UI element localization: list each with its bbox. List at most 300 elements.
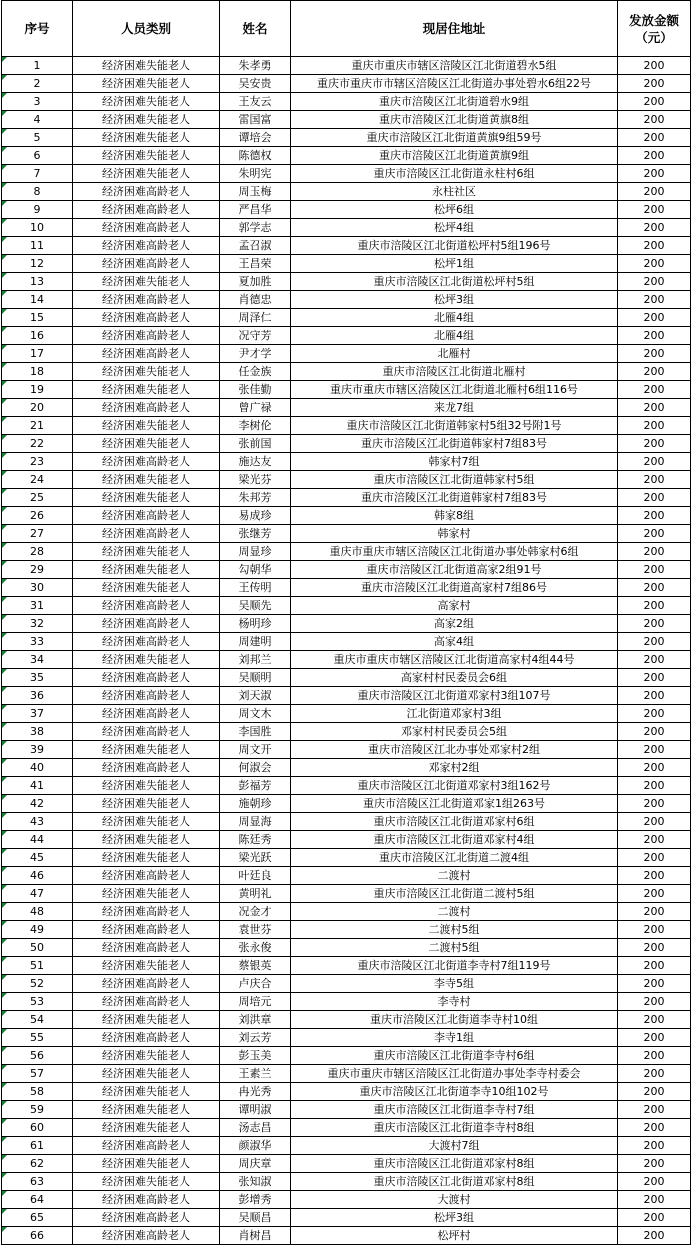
table-row xyxy=(2,579,691,597)
amount-cell: 200 xyxy=(618,1101,691,1119)
address-cell: 重庆市涪陵区江北街道李寺村7组119号 xyxy=(291,957,618,975)
name-cell: 周显珍 xyxy=(220,543,291,561)
table-row xyxy=(2,1047,691,1065)
category-cell: 经济困难高龄老人 xyxy=(73,1209,220,1227)
serial-number-cell: 6 xyxy=(2,147,73,165)
address-cell: 李寺村 xyxy=(291,993,618,1011)
serial-number-cell: 7 xyxy=(2,165,73,183)
category-cell: 经济困难高龄老人 xyxy=(73,903,220,921)
address-cell: 重庆市涪陵区江北街道邓家1组263号 xyxy=(291,795,618,813)
amount-cell: 200 xyxy=(618,903,691,921)
address-cell: 松坪3组 xyxy=(291,291,618,309)
category-cell: 经济困难高龄老人 xyxy=(73,939,220,957)
name-cell: 谭培会 xyxy=(220,129,291,147)
name-cell: 李树伦 xyxy=(220,417,291,435)
address-cell: 重庆市涪陵区江北街道永柱村6组 xyxy=(291,165,618,183)
table-row xyxy=(2,849,691,867)
amount-cell: 200 xyxy=(618,741,691,759)
amount-cell: 200 xyxy=(618,147,691,165)
address-cell: 松坪村 xyxy=(291,1227,618,1245)
name-cell: 朱孝勇 xyxy=(220,57,291,75)
address-cell: 重庆市重庆市辖区涪陵区江北街道碧水5组 xyxy=(291,57,618,75)
category-cell: 经济困难高龄老人 xyxy=(73,309,220,327)
address-cell: 重庆市涪陵区江北街道邓家村8组 xyxy=(291,1173,618,1191)
name-cell: 尹才学 xyxy=(220,345,291,363)
category-cell: 经济困难失能老人 xyxy=(73,381,220,399)
address-cell: 重庆市涪陵区江北街道韩家村7组83号 xyxy=(291,435,618,453)
serial-number-cell: 65 xyxy=(2,1209,73,1227)
amount-cell: 200 xyxy=(618,813,691,831)
header-address: 现居住地址 xyxy=(291,1,618,57)
name-cell: 颜淑华 xyxy=(220,1137,291,1155)
address-cell: 重庆市涪陵区江北街道二渡村5组 xyxy=(291,885,618,903)
category-cell: 经济困难失能老人 xyxy=(73,1155,220,1173)
category-cell: 经济困难高龄老人 xyxy=(73,633,220,651)
name-cell: 况金才 xyxy=(220,903,291,921)
table-row xyxy=(2,543,691,561)
amount-cell: 200 xyxy=(618,633,691,651)
address-cell: 重庆市涪陵区江北街道黄旗8组 xyxy=(291,111,618,129)
name-cell: 张永俊 xyxy=(220,939,291,957)
serial-number-cell: 9 xyxy=(2,201,73,219)
name-cell: 黄明礼 xyxy=(220,885,291,903)
amount-cell: 200 xyxy=(618,561,691,579)
category-cell: 经济困难高龄老人 xyxy=(73,597,220,615)
name-cell: 吴顺明 xyxy=(220,669,291,687)
address-cell: 重庆市涪陵区江北街道松坪村5组 xyxy=(291,273,618,291)
name-cell: 严昌华 xyxy=(220,201,291,219)
serial-number-cell: 8 xyxy=(2,183,73,201)
table-body xyxy=(2,57,691,1245)
name-cell: 朱邦芳 xyxy=(220,489,291,507)
category-cell: 经济困难失能老人 xyxy=(73,93,220,111)
category-cell: 经济困难失能老人 xyxy=(73,417,220,435)
serial-number-cell: 48 xyxy=(2,903,73,921)
serial-number-cell: 47 xyxy=(2,885,73,903)
table-row xyxy=(2,597,691,615)
name-cell: 袁世芬 xyxy=(220,921,291,939)
table-row xyxy=(2,831,691,849)
category-cell: 经济困难失能老人 xyxy=(73,741,220,759)
name-cell: 夏加胜 xyxy=(220,273,291,291)
amount-cell: 200 xyxy=(618,687,691,705)
serial-number-cell: 20 xyxy=(2,399,73,417)
name-cell: 朱明宪 xyxy=(220,165,291,183)
amount-cell: 200 xyxy=(618,1173,691,1191)
name-cell: 吴顺先 xyxy=(220,597,291,615)
name-cell: 冉光秀 xyxy=(220,1083,291,1101)
table-row xyxy=(2,651,691,669)
amount-cell: 200 xyxy=(618,525,691,543)
name-cell: 周显海 xyxy=(220,813,291,831)
table-row xyxy=(2,471,691,489)
name-cell: 勾朝华 xyxy=(220,561,291,579)
name-cell: 肖树昌 xyxy=(220,1227,291,1245)
serial-number-cell: 21 xyxy=(2,417,73,435)
name-cell: 周泽仁 xyxy=(220,309,291,327)
table-row xyxy=(2,507,691,525)
category-cell: 经济困难高龄老人 xyxy=(73,201,220,219)
amount-cell: 200 xyxy=(618,381,691,399)
amount-cell: 200 xyxy=(618,165,691,183)
name-cell: 叶廷良 xyxy=(220,867,291,885)
serial-number-cell: 22 xyxy=(2,435,73,453)
amount-cell: 200 xyxy=(618,1047,691,1065)
category-cell: 经济困难失能老人 xyxy=(73,849,220,867)
table-row xyxy=(2,1173,691,1191)
address-cell: 重庆市涪陵区江北街道碧水9组 xyxy=(291,93,618,111)
category-cell: 经济困难高龄老人 xyxy=(73,975,220,993)
category-cell: 经济困难高龄老人 xyxy=(73,453,220,471)
table-row xyxy=(2,1065,691,1083)
table-row xyxy=(2,327,691,345)
table-row xyxy=(2,57,691,75)
table-row xyxy=(2,975,691,993)
table-row xyxy=(2,867,691,885)
amount-cell: 200 xyxy=(618,183,691,201)
category-cell: 经济困难高龄老人 xyxy=(73,1191,220,1209)
amount-cell: 200 xyxy=(618,669,691,687)
name-cell: 肖德忠 xyxy=(220,291,291,309)
amount-cell: 200 xyxy=(618,75,691,93)
name-cell: 周文开 xyxy=(220,741,291,759)
table-row xyxy=(2,381,691,399)
address-cell: 重庆市涪陵区江北街道邓家村8组 xyxy=(291,1155,618,1173)
amount-cell: 200 xyxy=(618,345,691,363)
amount-cell: 200 xyxy=(618,435,691,453)
name-cell: 曾广禄 xyxy=(220,399,291,417)
table-row xyxy=(2,957,691,975)
name-cell: 李国胜 xyxy=(220,723,291,741)
category-cell: 经济困难高龄老人 xyxy=(73,507,220,525)
address-cell: 韩家村 xyxy=(291,525,618,543)
serial-number-cell: 37 xyxy=(2,705,73,723)
address-cell: 二渡村5组 xyxy=(291,939,618,957)
table-row xyxy=(2,93,691,111)
table-row xyxy=(2,147,691,165)
name-cell: 易成珍 xyxy=(220,507,291,525)
amount-cell: 200 xyxy=(618,579,691,597)
serial-number-cell: 27 xyxy=(2,525,73,543)
table-row xyxy=(2,489,691,507)
name-cell: 周庆章 xyxy=(220,1155,291,1173)
amount-cell: 200 xyxy=(618,1191,691,1209)
serial-number-cell: 19 xyxy=(2,381,73,399)
name-cell: 彭玉美 xyxy=(220,1047,291,1065)
table-row xyxy=(2,903,691,921)
name-cell: 陈德权 xyxy=(220,147,291,165)
serial-number-cell: 26 xyxy=(2,507,73,525)
serial-number-cell: 46 xyxy=(2,867,73,885)
name-cell: 雷国富 xyxy=(220,111,291,129)
category-cell: 经济困难失能老人 xyxy=(73,435,220,453)
serial-number-cell: 4 xyxy=(2,111,73,129)
serial-number-cell: 57 xyxy=(2,1065,73,1083)
amount-cell: 200 xyxy=(618,1209,691,1227)
address-cell: 重庆市涪陵区江北街道邓家村3组107号 xyxy=(291,687,618,705)
serial-number-cell: 59 xyxy=(2,1101,73,1119)
serial-number-cell: 53 xyxy=(2,993,73,1011)
table-row xyxy=(2,291,691,309)
category-cell: 经济困难高龄老人 xyxy=(73,291,220,309)
category-cell: 经济困难高龄老人 xyxy=(73,867,220,885)
serial-number-cell: 12 xyxy=(2,255,73,273)
table-row xyxy=(2,273,691,291)
table-row xyxy=(2,309,691,327)
category-cell: 经济困难失能老人 xyxy=(73,471,220,489)
serial-number-cell: 43 xyxy=(2,813,73,831)
category-cell: 经济困难失能老人 xyxy=(73,489,220,507)
name-cell: 刘洪章 xyxy=(220,1011,291,1029)
name-cell: 王昌荣 xyxy=(220,255,291,273)
serial-number-cell: 29 xyxy=(2,561,73,579)
name-cell: 周玉梅 xyxy=(220,183,291,201)
name-cell: 吴安贵 xyxy=(220,75,291,93)
amount-cell: 200 xyxy=(618,705,691,723)
name-cell: 张前国 xyxy=(220,435,291,453)
serial-number-cell: 38 xyxy=(2,723,73,741)
amount-cell: 200 xyxy=(618,885,691,903)
serial-number-cell: 35 xyxy=(2,669,73,687)
amount-cell: 200 xyxy=(618,93,691,111)
name-cell: 杨明珍 xyxy=(220,615,291,633)
address-cell: 重庆市涪陵区江北街道韩家村7组83号 xyxy=(291,489,618,507)
address-cell: 高家4组 xyxy=(291,633,618,651)
table-row xyxy=(2,723,691,741)
address-cell: 高家2组 xyxy=(291,615,618,633)
address-cell: 邓家村2组 xyxy=(291,759,618,777)
table-row xyxy=(2,183,691,201)
address-cell: 高家村村民委员会6组 xyxy=(291,669,618,687)
category-cell: 经济困难失能老人 xyxy=(73,165,220,183)
category-cell: 经济困难高龄老人 xyxy=(73,183,220,201)
category-cell: 经济困难高龄老人 xyxy=(73,255,220,273)
serial-number-cell: 18 xyxy=(2,363,73,381)
serial-number-cell: 31 xyxy=(2,597,73,615)
amount-cell: 200 xyxy=(618,921,691,939)
table-row xyxy=(2,237,691,255)
table-row xyxy=(2,1119,691,1137)
amount-cell: 200 xyxy=(618,489,691,507)
table-row xyxy=(2,129,691,147)
serial-number-cell: 10 xyxy=(2,219,73,237)
address-cell: 高家村 xyxy=(291,597,618,615)
category-cell: 经济困难失能老人 xyxy=(73,363,220,381)
category-cell: 经济困难失能老人 xyxy=(73,885,220,903)
serial-number-cell: 55 xyxy=(2,1029,73,1047)
serial-number-cell: 1 xyxy=(2,57,73,75)
category-cell: 经济困难失能老人 xyxy=(73,777,220,795)
table-row xyxy=(2,921,691,939)
address-cell: 韩家村7组 xyxy=(291,453,618,471)
amount-cell: 200 xyxy=(618,129,691,147)
amount-cell: 200 xyxy=(618,849,691,867)
amount-cell: 200 xyxy=(618,111,691,129)
name-cell: 汤志昌 xyxy=(220,1119,291,1137)
table-row xyxy=(2,1227,691,1245)
amount-cell: 200 xyxy=(618,777,691,795)
address-cell: 重庆市涪陵区江北街道李寺村8组 xyxy=(291,1119,618,1137)
amount-cell: 200 xyxy=(618,327,691,345)
amount-cell: 200 xyxy=(618,939,691,957)
address-cell: 重庆市涪陵区江北街道黄旗9组 xyxy=(291,147,618,165)
category-cell: 经济困难失能老人 xyxy=(73,129,220,147)
amount-cell: 200 xyxy=(618,417,691,435)
address-cell: 大渡村 xyxy=(291,1191,618,1209)
category-cell: 经济困难失能老人 xyxy=(73,111,220,129)
category-cell: 经济困难高龄老人 xyxy=(73,525,220,543)
serial-number-cell: 16 xyxy=(2,327,73,345)
header-name: 姓名 xyxy=(220,1,291,57)
amount-cell: 200 xyxy=(618,867,691,885)
table-row xyxy=(2,111,691,129)
table-header xyxy=(2,1,691,57)
amount-cell: 200 xyxy=(618,1227,691,1245)
amount-cell: 200 xyxy=(618,1011,691,1029)
name-cell: 王传明 xyxy=(220,579,291,597)
table-row xyxy=(2,939,691,957)
table-row xyxy=(2,687,691,705)
category-cell: 经济困难高龄老人 xyxy=(73,687,220,705)
amount-cell: 200 xyxy=(618,831,691,849)
serial-number-cell: 5 xyxy=(2,129,73,147)
serial-number-cell: 58 xyxy=(2,1083,73,1101)
address-cell: 大渡村7组 xyxy=(291,1137,618,1155)
amount-cell: 200 xyxy=(618,993,691,1011)
table-row xyxy=(2,399,691,417)
address-cell: 北雁4组 xyxy=(291,309,618,327)
address-cell: 李寺5组 xyxy=(291,975,618,993)
address-cell: 重庆市涪陵区江北街道韩家村5组 xyxy=(291,471,618,489)
category-cell: 经济困难失能老人 xyxy=(73,543,220,561)
amount-cell: 200 xyxy=(618,1137,691,1155)
serial-number-cell: 24 xyxy=(2,471,73,489)
serial-number-cell: 41 xyxy=(2,777,73,795)
amount-cell: 200 xyxy=(618,957,691,975)
serial-number-cell: 63 xyxy=(2,1173,73,1191)
address-cell: 韩家8组 xyxy=(291,507,618,525)
address-cell: 重庆市涪陵区江北街道李寺村7组 xyxy=(291,1101,618,1119)
category-cell: 经济困难高龄老人 xyxy=(73,723,220,741)
serial-number-cell: 44 xyxy=(2,831,73,849)
name-cell: 周文木 xyxy=(220,705,291,723)
address-cell: 重庆市涪陵区江北街道李寺村6组 xyxy=(291,1047,618,1065)
table-row xyxy=(2,633,691,651)
name-cell: 任金族 xyxy=(220,363,291,381)
address-cell: 重庆市重庆市辖区涪陵区江北街道高家村4组44号 xyxy=(291,651,618,669)
table-row xyxy=(2,669,691,687)
amount-cell: 200 xyxy=(618,615,691,633)
amount-cell: 200 xyxy=(618,1065,691,1083)
category-cell: 经济困难失能老人 xyxy=(73,1065,220,1083)
category-cell: 经济困难失能老人 xyxy=(73,1011,220,1029)
name-cell: 彭福芳 xyxy=(220,777,291,795)
category-cell: 经济困难失能老人 xyxy=(73,651,220,669)
address-cell: 重庆市涪陵区江北街道邓家村4组 xyxy=(291,831,618,849)
amount-cell: 200 xyxy=(618,1083,691,1101)
table-row xyxy=(2,453,691,471)
serial-number-cell: 30 xyxy=(2,579,73,597)
category-cell: 经济困难失能老人 xyxy=(73,831,220,849)
serial-number-cell: 28 xyxy=(2,543,73,561)
serial-number-cell: 42 xyxy=(2,795,73,813)
address-cell: 重庆市涪陵区江北街道黄旗9组59号 xyxy=(291,129,618,147)
serial-number-cell: 14 xyxy=(2,291,73,309)
table-row xyxy=(2,1191,691,1209)
table-row xyxy=(2,777,691,795)
amount-cell: 200 xyxy=(618,363,691,381)
serial-number-cell: 45 xyxy=(2,849,73,867)
category-cell: 经济困难失能老人 xyxy=(73,561,220,579)
serial-number-cell: 54 xyxy=(2,1011,73,1029)
category-cell: 经济困难高龄老人 xyxy=(73,921,220,939)
table-row xyxy=(2,165,691,183)
address-cell: 北雁村 xyxy=(291,345,618,363)
name-cell: 刘天淑 xyxy=(220,687,291,705)
name-cell: 施达友 xyxy=(220,453,291,471)
amount-cell: 200 xyxy=(618,273,691,291)
table-row xyxy=(2,201,691,219)
address-cell: 北雁4组 xyxy=(291,327,618,345)
category-cell: 经济困难高龄老人 xyxy=(73,237,220,255)
name-cell: 张继芳 xyxy=(220,525,291,543)
amount-cell: 200 xyxy=(618,471,691,489)
name-cell: 梁光芬 xyxy=(220,471,291,489)
address-cell: 二渡村 xyxy=(291,867,618,885)
address-cell: 重庆市涪陵区江北街道李寺10组102号 xyxy=(291,1083,618,1101)
name-cell: 谭明淑 xyxy=(220,1101,291,1119)
serial-number-cell: 56 xyxy=(2,1047,73,1065)
amount-cell: 200 xyxy=(618,57,691,75)
name-cell: 王素兰 xyxy=(220,1065,291,1083)
address-cell: 重庆市涪陵区江北街道高家2组91号 xyxy=(291,561,618,579)
address-cell: 松坪3组 xyxy=(291,1209,618,1227)
name-cell: 况守芳 xyxy=(220,327,291,345)
name-cell: 彭增秀 xyxy=(220,1191,291,1209)
address-cell: 重庆市重庆市辖区涪陵区江北街道办事处李寺村委会 xyxy=(291,1065,618,1083)
serial-number-cell: 61 xyxy=(2,1137,73,1155)
amount-cell: 200 xyxy=(618,255,691,273)
name-cell: 卢庆合 xyxy=(220,975,291,993)
serial-number-cell: 60 xyxy=(2,1119,73,1137)
address-cell: 重庆市重庆市辖区涪陵区江北街道办事处韩家村6组 xyxy=(291,543,618,561)
address-cell: 江北街道邓家村3组 xyxy=(291,705,618,723)
amount-cell: 200 xyxy=(618,219,691,237)
table-row xyxy=(2,255,691,273)
amount-cell: 200 xyxy=(618,651,691,669)
name-cell: 蔡银英 xyxy=(220,957,291,975)
category-cell: 经济困难高龄老人 xyxy=(73,1137,220,1155)
table-row xyxy=(2,795,691,813)
table-row xyxy=(2,1011,691,1029)
category-cell: 经济困难高龄老人 xyxy=(73,759,220,777)
address-cell: 重庆市涪陵区江北街道李寺村10组 xyxy=(291,1011,618,1029)
serial-number-cell: 25 xyxy=(2,489,73,507)
category-cell: 经济困难失能老人 xyxy=(73,579,220,597)
serial-number-cell: 49 xyxy=(2,921,73,939)
address-cell: 松坪6组 xyxy=(291,201,618,219)
serial-number-cell: 17 xyxy=(2,345,73,363)
category-cell: 经济困难失能老人 xyxy=(73,1083,220,1101)
address-cell: 二渡村5组 xyxy=(291,921,618,939)
table-row xyxy=(2,1029,691,1047)
serial-number-cell: 2 xyxy=(2,75,73,93)
category-cell: 经济困难高龄老人 xyxy=(73,1227,220,1245)
serial-number-cell: 40 xyxy=(2,759,73,777)
amount-cell: 200 xyxy=(618,453,691,471)
category-cell: 经济困难失能老人 xyxy=(73,1173,220,1191)
name-cell: 王友云 xyxy=(220,93,291,111)
